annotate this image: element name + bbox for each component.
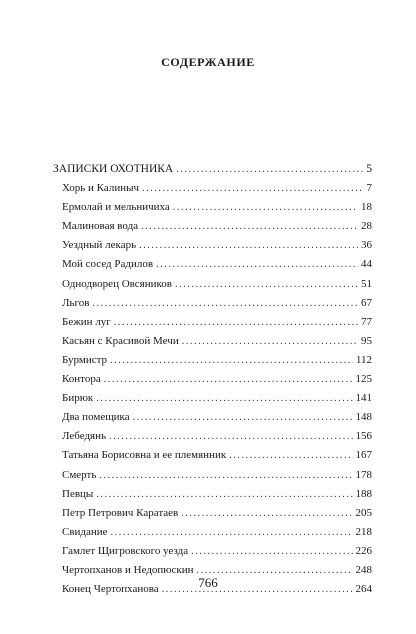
toc-entry-page: 141 bbox=[355, 392, 372, 405]
toc-entry-title: Свидание bbox=[62, 525, 108, 538]
toc-entry-title: Конец Чертопханова bbox=[62, 583, 159, 596]
toc-dot-leader bbox=[109, 427, 352, 446]
toc-entry bbox=[53, 446, 372, 465]
toc-entry-title: Ермолай и мельничиха bbox=[62, 201, 170, 214]
toc-dot-leader bbox=[99, 466, 352, 485]
toc-entry-page: 44 bbox=[361, 258, 372, 271]
toc-dot-leader bbox=[139, 236, 358, 255]
toc-entry-page: 148 bbox=[355, 411, 372, 424]
toc-entry-page: 226 bbox=[355, 544, 372, 557]
toc-entry bbox=[53, 332, 372, 351]
toc-dot-leader bbox=[229, 446, 352, 465]
toc-entry-title: Льгов bbox=[62, 296, 90, 309]
toc-entry bbox=[53, 504, 372, 523]
toc-entry-title: Однодворец Овсяников bbox=[62, 277, 172, 290]
toc-entry bbox=[53, 542, 372, 561]
toc-entry bbox=[53, 427, 372, 446]
page-number: 766 bbox=[198, 575, 218, 590]
toc-dot-leader bbox=[96, 389, 352, 408]
toc-entry-title: Смерть bbox=[62, 468, 97, 481]
toc-entry-title: Два помещика bbox=[62, 411, 130, 424]
toc-entry bbox=[53, 217, 372, 236]
toc-dot-leader bbox=[176, 160, 363, 179]
toc-entry bbox=[53, 389, 372, 408]
table-of-contents bbox=[53, 160, 372, 599]
toc-entry-page: 77 bbox=[361, 315, 372, 328]
toc-entry-title: Уездный лекарь bbox=[62, 239, 137, 252]
toc-section-title: ЗАПИСКИ ОХОТНИКА bbox=[53, 163, 174, 175]
toc-entry bbox=[53, 236, 372, 255]
toc-entry-page: 188 bbox=[355, 487, 372, 500]
toc-entry-title: Гамлет Щигровского уезда bbox=[62, 544, 189, 557]
toc-dot-leader bbox=[96, 485, 352, 504]
toc-entry-page: 205 bbox=[355, 506, 372, 519]
toc-entry-page: 67 bbox=[361, 296, 372, 309]
toc-entry bbox=[53, 179, 372, 198]
toc-entry-page: 28 bbox=[361, 220, 372, 233]
toc-entry-title: Бурмистр bbox=[62, 353, 108, 366]
toc-entry bbox=[53, 408, 372, 427]
toc-entry bbox=[53, 523, 372, 542]
toc-entry bbox=[53, 275, 372, 294]
toc-entry bbox=[53, 313, 372, 332]
toc-entry-page: 7 bbox=[366, 182, 372, 195]
toc-entry-title: Певцы bbox=[62, 487, 94, 500]
toc-entry-page: 178 bbox=[355, 468, 372, 481]
toc-dot-leader bbox=[92, 294, 358, 313]
toc-entry-page: 167 bbox=[355, 449, 372, 462]
toc-dot-leader bbox=[104, 370, 353, 389]
toc-entry bbox=[53, 466, 372, 485]
toc-dot-leader bbox=[181, 504, 352, 523]
toc-entry-title: Касьян с Красивой Мечи bbox=[62, 334, 179, 347]
toc-entry-page: 36 bbox=[361, 239, 372, 252]
toc-entry-title: Малиновая вода bbox=[62, 220, 139, 233]
toc-entry-page: 264 bbox=[355, 583, 372, 596]
toc-entry-page: 112 bbox=[355, 353, 372, 366]
toc-dot-leader bbox=[110, 351, 353, 370]
toc-entry-page: 218 bbox=[355, 525, 372, 538]
toc-dot-leader bbox=[191, 542, 352, 561]
toc-section-row bbox=[53, 160, 372, 179]
toc-dot-leader bbox=[111, 523, 353, 542]
page-title: СОДЕРЖАНИЕ bbox=[161, 55, 255, 69]
toc-dot-leader bbox=[173, 198, 358, 217]
toc-dot-leader bbox=[141, 217, 358, 236]
toc-entry-title: Чертопханов и Недопюскин bbox=[62, 563, 194, 576]
toc-dot-leader bbox=[142, 179, 363, 198]
toc-dot-leader bbox=[114, 313, 358, 332]
toc-entry-title: Петр Петрович Каратаев bbox=[62, 506, 179, 519]
toc-entry bbox=[53, 485, 372, 504]
toc-entry-title: Лебедянь bbox=[62, 430, 107, 443]
toc-entry-title: Хорь и Калиныч bbox=[62, 182, 140, 195]
toc-entry bbox=[53, 370, 372, 389]
toc-entry-page: 51 bbox=[361, 277, 372, 290]
toc-entry bbox=[53, 351, 372, 370]
toc-entry bbox=[53, 198, 372, 217]
toc-entry-title: Контора bbox=[62, 373, 101, 386]
toc-entry-title: Мой сосед Радилов bbox=[62, 258, 154, 271]
toc-entry-page: 156 bbox=[355, 430, 372, 443]
toc-dot-leader bbox=[182, 332, 358, 351]
toc-entry-page: 125 bbox=[355, 373, 372, 386]
toc-entry-page: 248 bbox=[355, 563, 372, 576]
toc-entry bbox=[53, 294, 372, 313]
toc-entry-title: Татьяна Борисовна и ее племянник bbox=[62, 449, 227, 462]
toc-entry-title: Бирюк bbox=[62, 392, 94, 405]
toc-entry bbox=[53, 255, 372, 274]
toc-entry-page: 18 bbox=[361, 201, 372, 214]
toc-dot-leader bbox=[156, 255, 358, 274]
toc-dot-leader bbox=[175, 275, 358, 294]
toc-section-page: 5 bbox=[366, 163, 372, 175]
toc-entry-title: Бежин луг bbox=[62, 315, 111, 328]
toc-dot-leader bbox=[133, 408, 353, 427]
toc-entry-page: 95 bbox=[361, 334, 372, 347]
